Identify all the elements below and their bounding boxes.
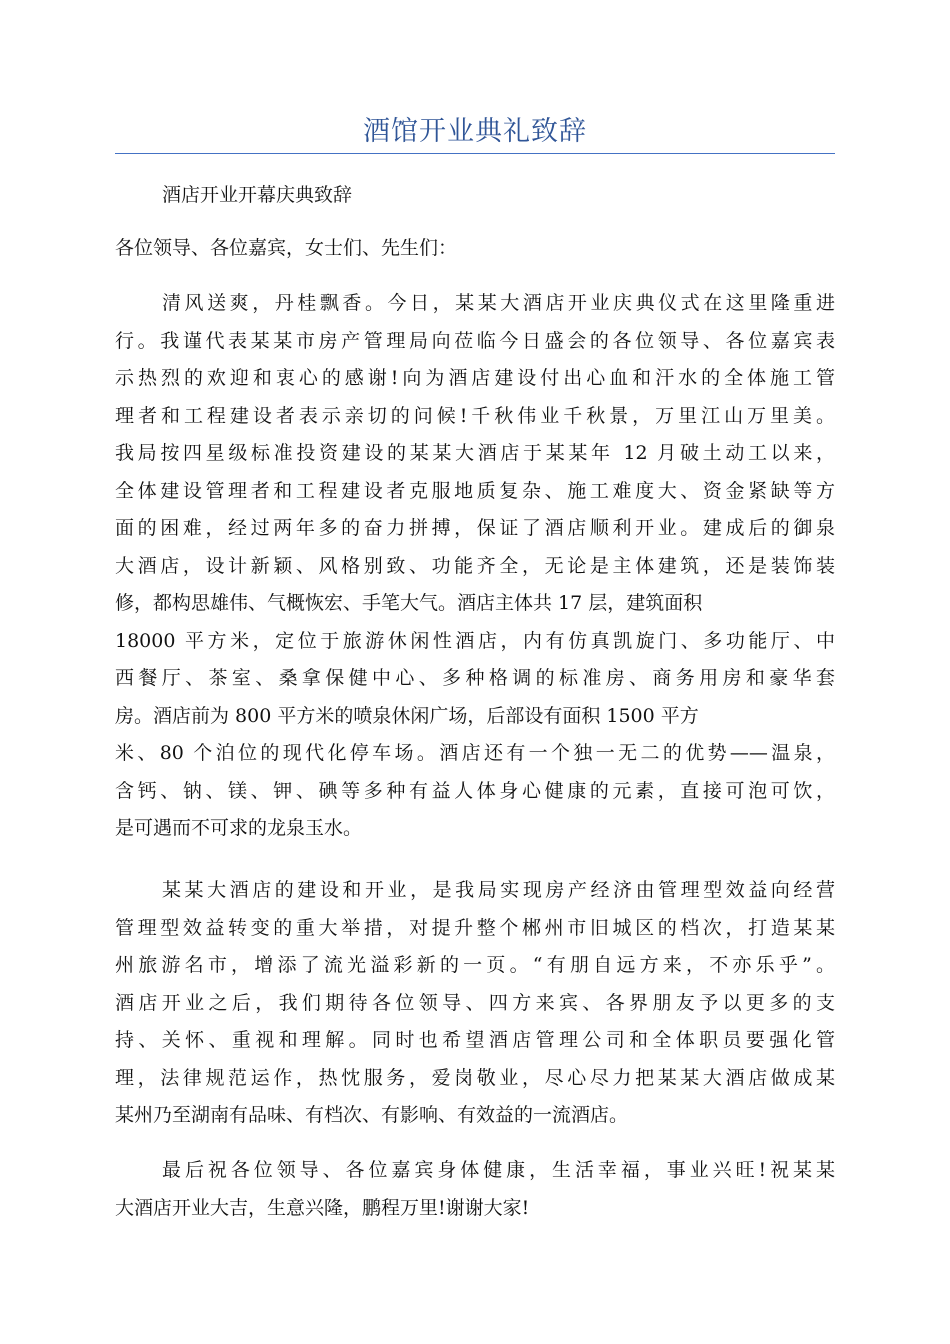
paragraph-line: 面的困难，经过两年多的奋力拼搏，保证了酒店顺利开业。建成后的御泉 xyxy=(115,517,835,539)
paragraph-line: 米、80 个泊位的现代化停车场。酒店还有一个独一无二的优势——温泉， xyxy=(115,742,835,764)
paragraph-line: 州旅游名市，增添了流光溢彩新的一页。“有朋自远方来，不亦乐乎”。 xyxy=(115,954,835,976)
paragraph-line: 某某大酒店的建设和开业，是我局实现房产经济由管理型效益向经营 xyxy=(162,879,835,901)
paragraph-line: 行。我谨代表某某市房产管理局向莅临今日盛会的各位领导、各位嘉宾表 xyxy=(115,329,835,352)
paragraph-line: 18000 平方米，定位于旅游休闲性酒店，内有仿真凯旋门、多功能厅、中 xyxy=(115,629,835,652)
paragraph-line: 理，法律规范运作，热忱服务，爱岗敬业，尽心尽力把某某大酒店做成某 xyxy=(115,1066,835,1089)
paragraph-line: 全体建设管理者和工程建设者克服地质复杂、施工难度大、资金紧缺等方 xyxy=(115,479,835,502)
paragraph-line: 最后祝各位领导、各位嘉宾身体健康，生活幸福，事业兴旺!祝某某 xyxy=(162,1159,835,1181)
paragraph-line: 含钙、钠、镁、钾、碘等多种有益人体身心健康的元素，直接可泡可饮， xyxy=(115,779,835,802)
paragraph-line: 是可遇而不可求的龙泉玉水。 xyxy=(115,817,363,839)
paragraph-line: 理者和工程建设者表示亲切的问候!千秋伟业千秋景，万里江山万里美。 xyxy=(115,404,835,427)
paragraph-line: 修，都构思雄伟、气概恢宏、手笔大气。酒店主体共 17 层，建筑面积 xyxy=(115,592,703,614)
paragraph-line: 管理型效益转变的重大举措，对提升整个郴州市旧城区的档次，打造某某 xyxy=(115,916,835,939)
paragraph-3 xyxy=(115,1152,835,1227)
title-divider xyxy=(115,153,835,154)
paragraph-line: 示热烈的欢迎和衷心的感谢!向为酒店建设付出心血和汗水的全体施工管 xyxy=(115,367,835,389)
paragraph-line: 大酒店，设计新颖、风格别致、功能齐全，无论是主体建筑，还是装饰装 xyxy=(115,554,835,577)
salutation: 各位领导、各位嘉宾，女士们、先生们： xyxy=(115,237,458,259)
paragraph-1 xyxy=(115,285,835,848)
paragraph-line: 房。酒店前为 800 平方米的喷泉休闲广场，后部设有面积 1500 平方 xyxy=(115,704,699,727)
paragraph-line: 持、关怀、重视和理解。同时也希望酒店管理公司和全体职员要强化管 xyxy=(115,1029,835,1051)
document-subtitle: 酒店开业开幕庆典致辞 xyxy=(162,184,353,206)
paragraph-line: 我局按四星级标准投资建设的某某大酒店于某某年 12 月破土动工以来， xyxy=(115,442,835,464)
paragraph-line: 清风送爽，丹桂飘香。今日，某某大酒店开业庆典仪式在这里隆重进 xyxy=(162,292,835,314)
paragraph-2 xyxy=(115,872,835,1135)
paragraph-line: 大酒店开业大吉，生意兴隆，鹏程万里!谢谢大家! xyxy=(115,1196,530,1219)
paragraph-line: 酒店开业之后，我们期待各位领导、四方来宾、各界朋友予以更多的支 xyxy=(115,991,835,1014)
paragraph-line: 某州乃至湖南有品味、有档次、有影响、有效益的一流酒店。 xyxy=(115,1104,629,1126)
document-title: 酒馆开业典礼致辞 xyxy=(363,116,587,147)
paragraph-line: 西餐厅、茶室、桑拿保健中心、多种格调的标准房、商务用房和豪华套 xyxy=(115,667,835,689)
